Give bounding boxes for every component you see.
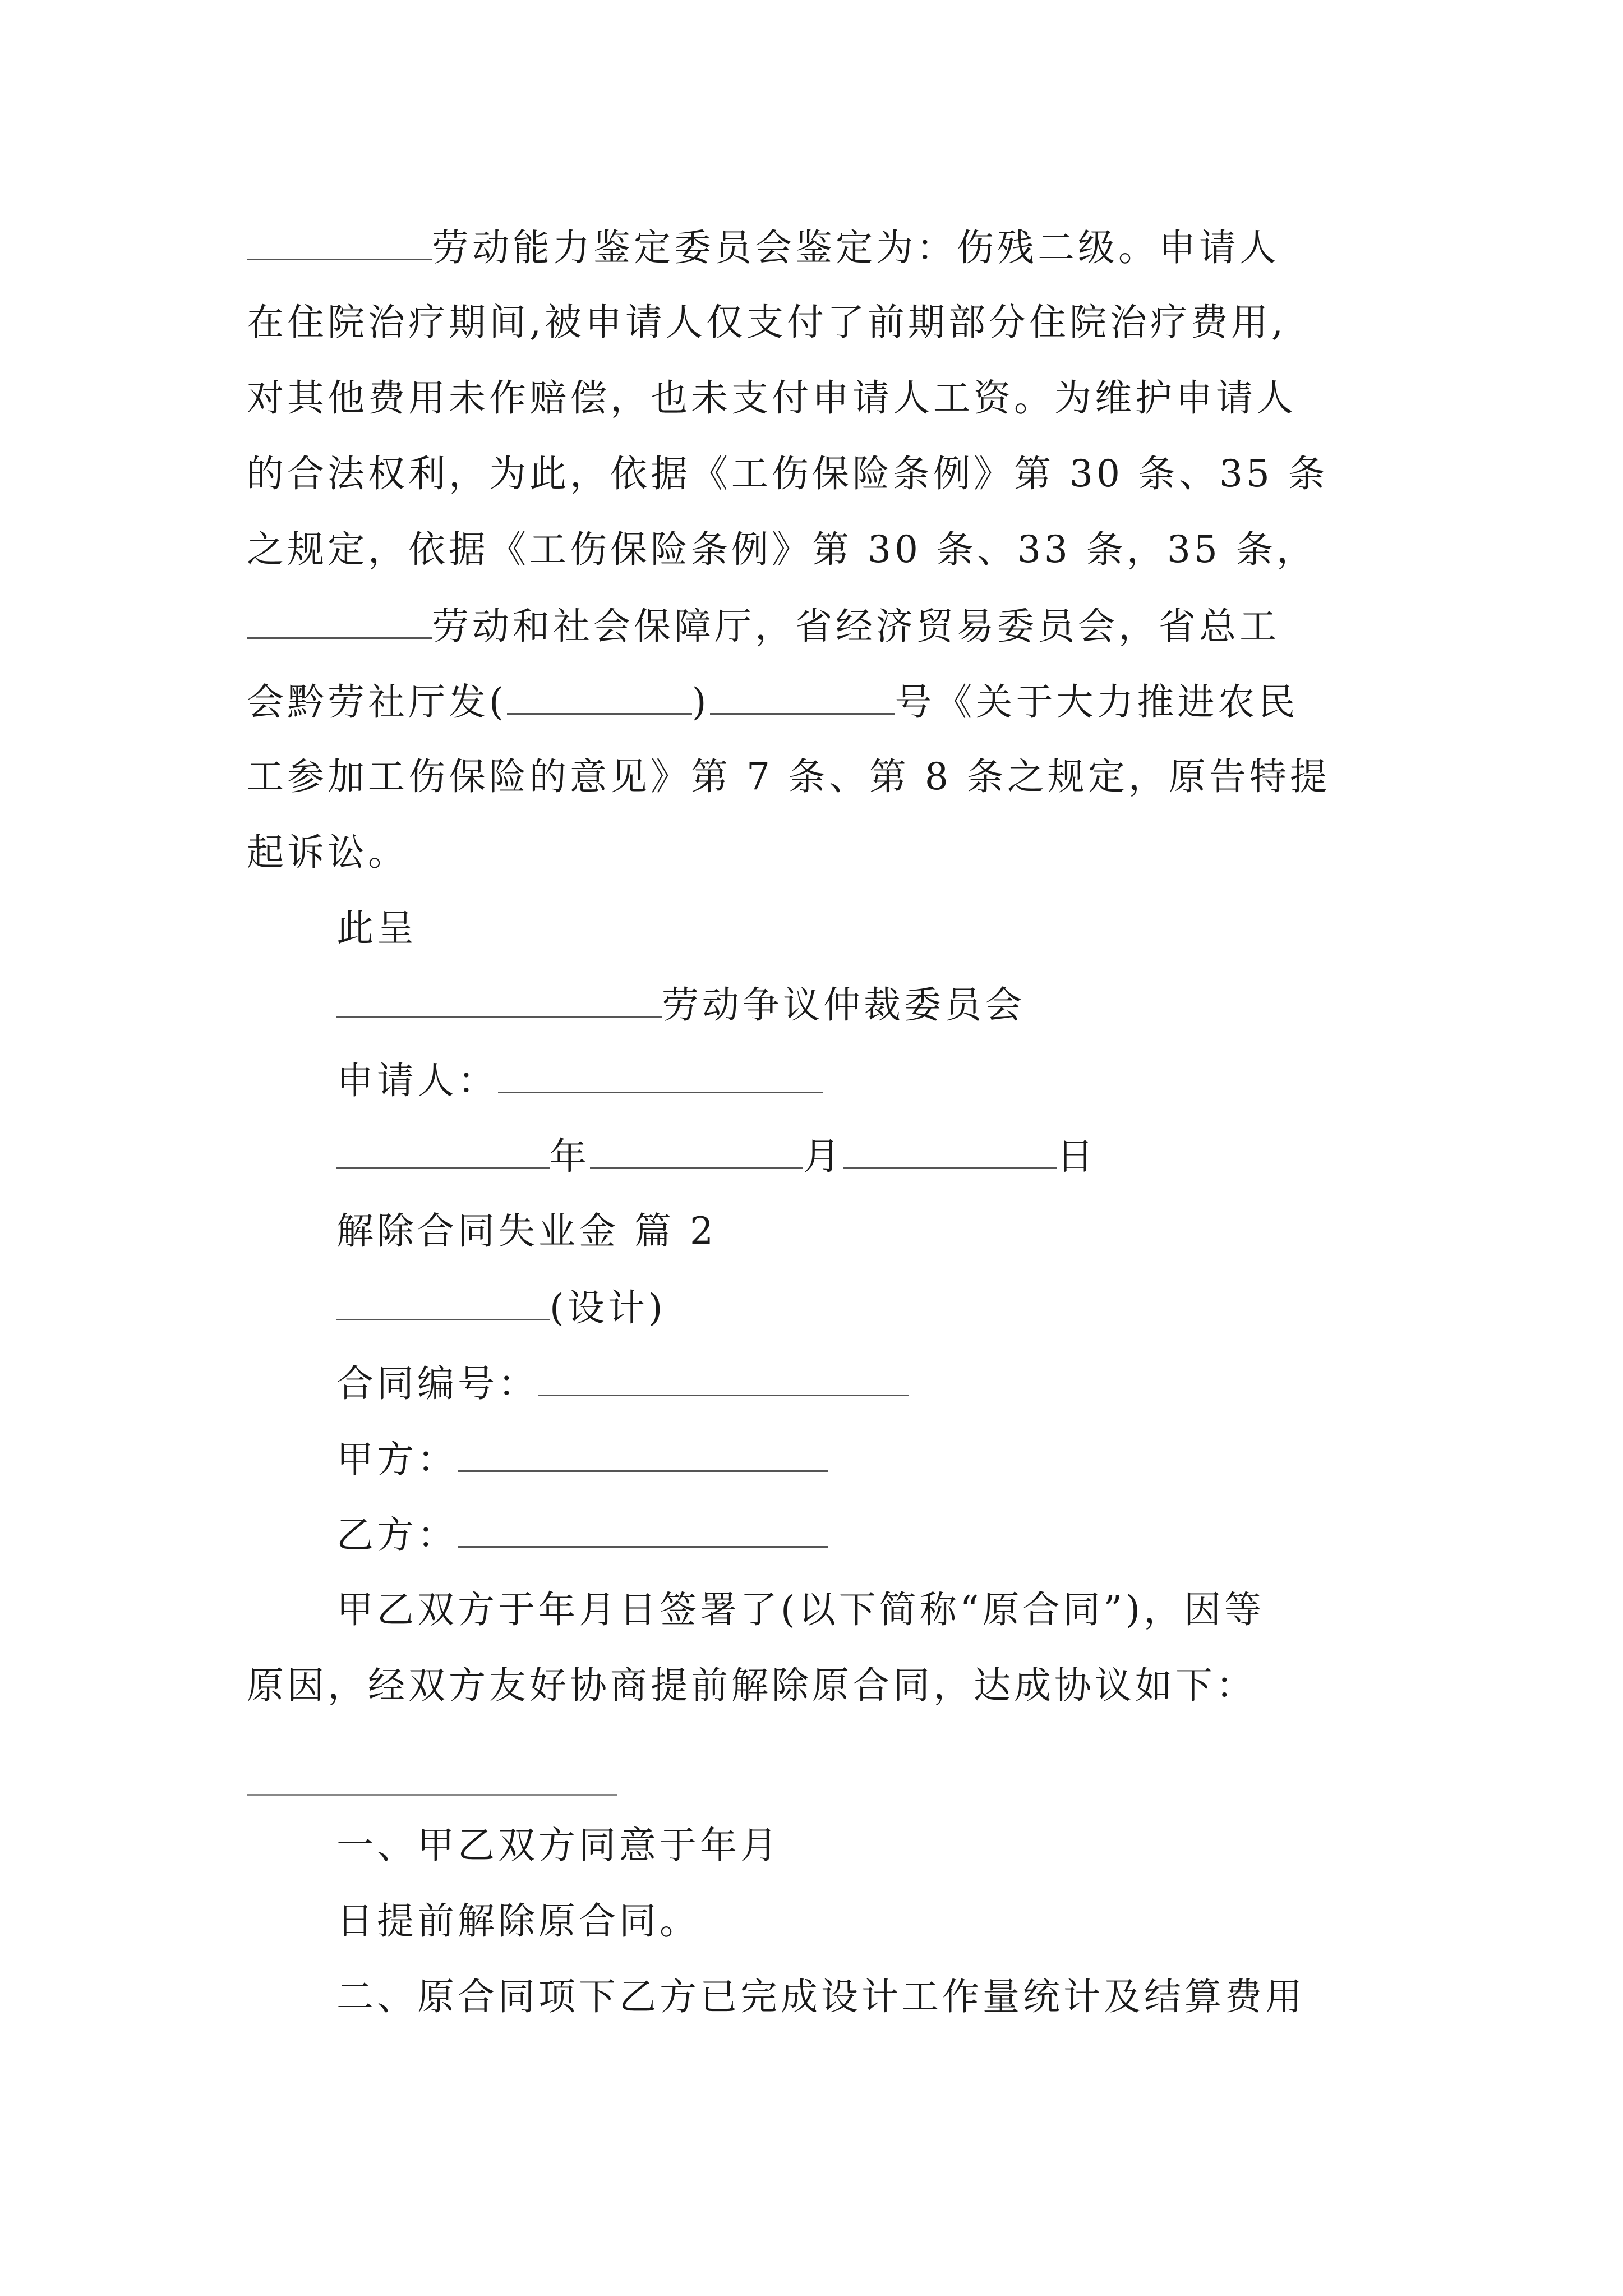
- paragraph-line: [247, 222, 1280, 273]
- section-heading: [336, 1206, 717, 1257]
- committee-line: [336, 979, 1025, 1030]
- paragraph-line: [336, 1820, 781, 1871]
- blank-field: [590, 1130, 803, 1169]
- text: 之规定，依据《工伤保险条例》第 30 条、33 条，35 条，: [247, 528, 1317, 571]
- text: 合同编号：: [336, 1362, 538, 1405]
- text: 在住院治疗期间,被申请人仅支付了前期部分住院治疗费用,: [247, 301, 1287, 344]
- blank-field: [458, 1433, 828, 1472]
- text: 此呈: [336, 907, 417, 950]
- paragraph-line: [247, 1660, 1256, 1711]
- paragraph-line: [247, 676, 1299, 728]
- design-line: [336, 1282, 666, 1333]
- blank-field: [507, 676, 692, 715]
- blank-field: [843, 1130, 1057, 1169]
- blank-field: [336, 1130, 550, 1169]
- paragraph-line: [247, 524, 1317, 575]
- party-b-line: [336, 1509, 828, 1561]
- blank-field: [247, 600, 432, 639]
- text: 劳动和社会保障厅，省经济贸易委员会，省总工: [432, 605, 1280, 648]
- text: 的合法权利，为此，依据《工伤保险条例》第 30 条、35 条: [247, 452, 1329, 495]
- closing-line: [336, 903, 417, 954]
- applicant-line: [336, 1055, 823, 1106]
- text: 二、原合同项下乙方已完成设计工作量统计及结算费用: [336, 1975, 1306, 2018]
- text: ): [691, 680, 710, 724]
- text: 劳动能力鉴定委员会鉴定为：伤残二级。申请人: [432, 226, 1280, 269]
- text: 乙方：: [336, 1513, 458, 1557]
- paragraph-line: [247, 297, 1287, 348]
- text: 解除合同失业金 篇 2: [336, 1209, 717, 1253]
- text: 起诉讼。: [247, 831, 408, 874]
- text: 号《关于大力推进农民: [895, 680, 1299, 724]
- text: (设计): [550, 1286, 666, 1329]
- text: 年: [550, 1135, 590, 1178]
- paragraph-line: [247, 827, 408, 878]
- text: 申请人：: [336, 1059, 498, 1102]
- text: 日: [1057, 1135, 1097, 1178]
- blank-field: [498, 1055, 823, 1093]
- paragraph-line: [336, 1585, 1265, 1635]
- text: 甲方：: [336, 1438, 458, 1481]
- text: 工参加工伤保险的意见》第 7 条、第 8 条之规定，原告特提: [247, 755, 1330, 798]
- text: 甲乙双方于年月日签署了(以下简称“原合同”)，因等: [336, 1588, 1265, 1631]
- text: 对其他费用未作赔偿，也未支付申请人工资。为维护申请人: [247, 376, 1297, 420]
- paragraph-line: [247, 752, 1330, 802]
- paragraph-line: [247, 449, 1329, 499]
- contract-number-line: [336, 1358, 909, 1409]
- paragraph-line: [247, 600, 1280, 652]
- text: 会黔劳社厅发(: [247, 680, 507, 724]
- text: 原因，经双方友好协商提前解除原合同，达成协议如下：: [247, 1664, 1256, 1707]
- paragraph-line: [247, 373, 1297, 424]
- text: 月: [803, 1135, 843, 1178]
- blank-field: [538, 1358, 909, 1396]
- text: 一、甲乙双方同意于年月: [336, 1824, 781, 1867]
- text: 劳动争议仲裁委员会: [662, 983, 1025, 1027]
- divider: [247, 1794, 617, 1796]
- blank-field: [336, 979, 662, 1018]
- date-line: [336, 1130, 1097, 1182]
- blank-field: [458, 1509, 828, 1548]
- text: 日提前解除原合同。: [336, 1899, 700, 1943]
- paragraph-line: [336, 1972, 1306, 2022]
- paragraph-line: [336, 1896, 700, 1947]
- blank-field: [710, 676, 895, 715]
- party-a-line: [336, 1433, 828, 1485]
- blank-field: [336, 1282, 550, 1320]
- blank-field: [247, 222, 432, 260]
